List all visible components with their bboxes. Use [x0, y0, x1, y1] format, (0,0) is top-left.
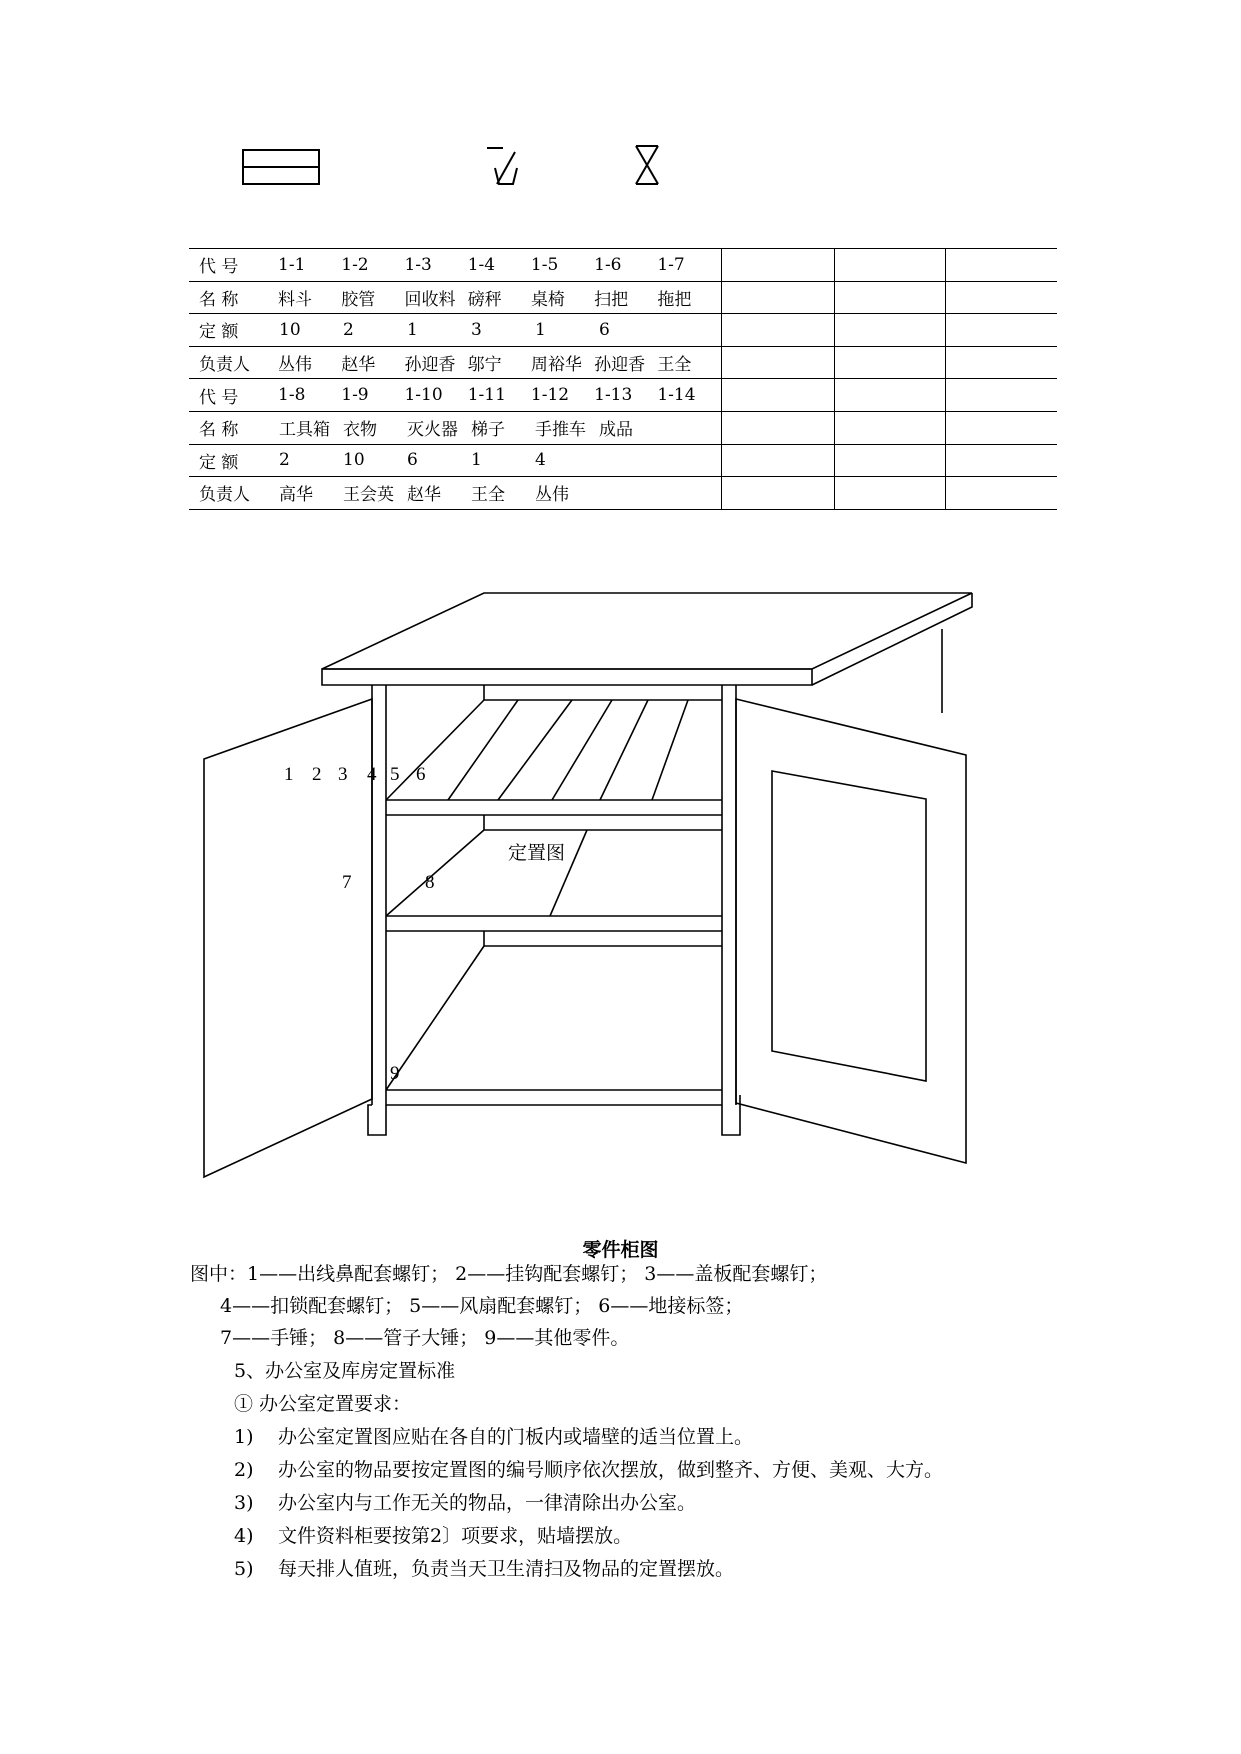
row-label: 负责人 — [199, 355, 250, 376]
table-cell: 4 — [535, 450, 546, 471]
legend-line-3: 7——手锤； 8——管子大锤； 9——其他零件。 — [220, 1327, 630, 1349]
table-cell: 1-12 — [530, 385, 570, 406]
empty-cell — [945, 346, 1057, 379]
empty-cell — [945, 444, 1057, 477]
table-cell: 赵华 — [407, 485, 441, 506]
empty-cell — [834, 346, 945, 379]
parts-cabinet-diagram — [200, 585, 1030, 1215]
table-cell: 孙迎香 — [594, 355, 646, 376]
empty-cell — [834, 249, 945, 282]
table-cell: 拖把 — [657, 289, 692, 310]
list-item: 2) 办公室的物品要按定置图的编号顺序依次摆放，做到整齐、方便、美观、大方。 — [234, 1459, 944, 1481]
table-cell: 丛伟 — [535, 485, 569, 506]
table-cell: 胶管 — [341, 289, 376, 310]
empty-cell — [721, 314, 834, 347]
empty-cell — [721, 411, 834, 444]
table-cell: 磅秤 — [467, 289, 502, 310]
table-cell: 6 — [599, 319, 610, 340]
empty-cell — [945, 477, 1057, 510]
table-cell: 孙迎香 — [404, 355, 456, 376]
list-item: 3) 办公室内与工作无关的物品，一律清除出办公室。 — [234, 1492, 697, 1514]
empty-cell — [721, 477, 834, 510]
figure-number-3: 3 — [338, 764, 348, 785]
row-label: 名 称 — [199, 289, 239, 310]
table-cell: 工具箱 — [279, 420, 330, 441]
table-cell: 丛伟 — [278, 355, 313, 376]
section-subheading: ① 办公室定置要求： — [234, 1393, 412, 1415]
empty-cell — [834, 379, 945, 412]
table-row — [189, 249, 1057, 282]
legend-line-1: 图中：1——出线鼻配套螺钉； 2——挂钩配套螺钉； 3——盖板配套螺钉； — [190, 1263, 828, 1285]
table-cell: 料斗 — [278, 289, 313, 310]
empty-cell — [834, 444, 945, 477]
figure-label: 定置图 — [508, 842, 566, 864]
table-cell: 1-14 — [657, 385, 696, 406]
empty-cell — [945, 249, 1057, 282]
table-cell: 1 — [535, 319, 546, 340]
figure-number-6: 6 — [416, 764, 426, 785]
table-cell: 周裕华 — [530, 355, 582, 376]
empty-cell — [834, 411, 945, 444]
table-cell: 1 — [471, 450, 482, 471]
row-label: 负责人 — [199, 485, 250, 506]
table-row — [189, 379, 1057, 412]
section-heading: 5、办公室及库房定置标准 — [234, 1360, 456, 1382]
table-cell: 赵华 — [341, 355, 376, 376]
table-row — [189, 281, 1057, 314]
table-cell: 10 — [279, 319, 301, 340]
empty-cell — [721, 281, 834, 314]
table-cell: 衣物 — [343, 420, 377, 441]
empty-cell — [945, 314, 1057, 347]
table-cell: 2 — [343, 319, 354, 340]
figure-caption: 零件柜图 — [582, 1239, 659, 1261]
empty-cell — [945, 379, 1057, 412]
table-cell: 回收料 — [404, 289, 456, 310]
row-label: 代 号 — [199, 257, 239, 278]
table-cell: 1-1 — [278, 254, 306, 275]
table-row — [189, 444, 1057, 477]
table-cell: 1 — [407, 319, 418, 340]
figure-number-1: 1 — [284, 764, 294, 785]
table-cell: 王全 — [471, 485, 505, 506]
table-cell: 1-11 — [467, 385, 506, 406]
table-cell: 1-3 — [404, 254, 432, 275]
table-cell: 王全 — [657, 355, 692, 376]
table-cell: 成品 — [599, 420, 633, 441]
figure-number-8: 8 — [425, 872, 435, 893]
table-cell: 梯子 — [471, 420, 505, 441]
table-cell: 3 — [471, 319, 482, 340]
table-cell: 1-9 — [341, 385, 369, 406]
empty-cell — [945, 411, 1057, 444]
table-cell: 1-7 — [657, 254, 685, 275]
table-cell: 灭火器 — [407, 420, 458, 441]
table-cell: 1-13 — [594, 385, 633, 406]
table-cell: 1-6 — [594, 254, 622, 275]
table-cell: 10 — [343, 450, 365, 471]
table-row — [189, 477, 1057, 510]
table-cell: 2 — [279, 450, 290, 471]
table-cell: 扫把 — [594, 289, 629, 310]
empty-cell — [721, 249, 834, 282]
figure-number-2: 2 — [312, 764, 322, 785]
empty-cell — [834, 281, 945, 314]
empty-cell — [834, 314, 945, 347]
figure-number-7: 7 — [342, 872, 352, 893]
row-label: 定 额 — [199, 322, 239, 343]
empty-cell — [721, 346, 834, 379]
table-cell: 桌椅 — [530, 289, 565, 310]
table-cell: 1-10 — [404, 385, 443, 406]
list-item: 1) 办公室定置图应贴在各自的门板内或墙壁的适当位置上。 — [234, 1426, 754, 1448]
table-row — [189, 314, 1057, 347]
table-cell: 1-8 — [278, 385, 306, 406]
row-label: 定 额 — [199, 452, 239, 473]
list-item: 4) 文件资料柜要按第2〕项要求，贴墙摆放。 — [234, 1525, 633, 1547]
list-item: 5) 每天排人值班，负责当天卫生清扫及物品的定置摆放。 — [234, 1558, 735, 1580]
figure-number-9: 9 — [390, 1063, 400, 1084]
table-cell: 高华 — [279, 485, 313, 506]
hourglass-symbol-icon — [632, 144, 662, 188]
table-cell: 手推车 — [535, 420, 586, 441]
table-row — [189, 346, 1057, 379]
empty-cell — [721, 379, 834, 412]
figure-number-5: 5 — [390, 764, 400, 785]
legend-line-2: 4——扣锁配套螺钉； 5——风扇配套螺钉； 6——地接标签； — [220, 1295, 744, 1317]
empty-cell — [945, 281, 1057, 314]
empty-cell — [834, 477, 945, 510]
rectangle-symbol-icon — [240, 148, 324, 188]
table-cell: 王会英 — [343, 485, 394, 506]
slashed-cup-symbol-icon — [485, 144, 529, 188]
table-cell: 邬宁 — [467, 355, 502, 376]
table-cell: 1-2 — [341, 254, 369, 275]
table-cell: 1-5 — [530, 254, 559, 275]
quota-table — [189, 248, 1057, 510]
table-row — [189, 411, 1057, 444]
table-cell: 6 — [407, 450, 418, 471]
table-cell: 1-4 — [467, 254, 496, 275]
row-label: 名 称 — [199, 420, 239, 441]
empty-cell — [721, 444, 834, 477]
figure-number-4: 4 — [367, 764, 377, 785]
row-label: 代 号 — [199, 387, 239, 408]
